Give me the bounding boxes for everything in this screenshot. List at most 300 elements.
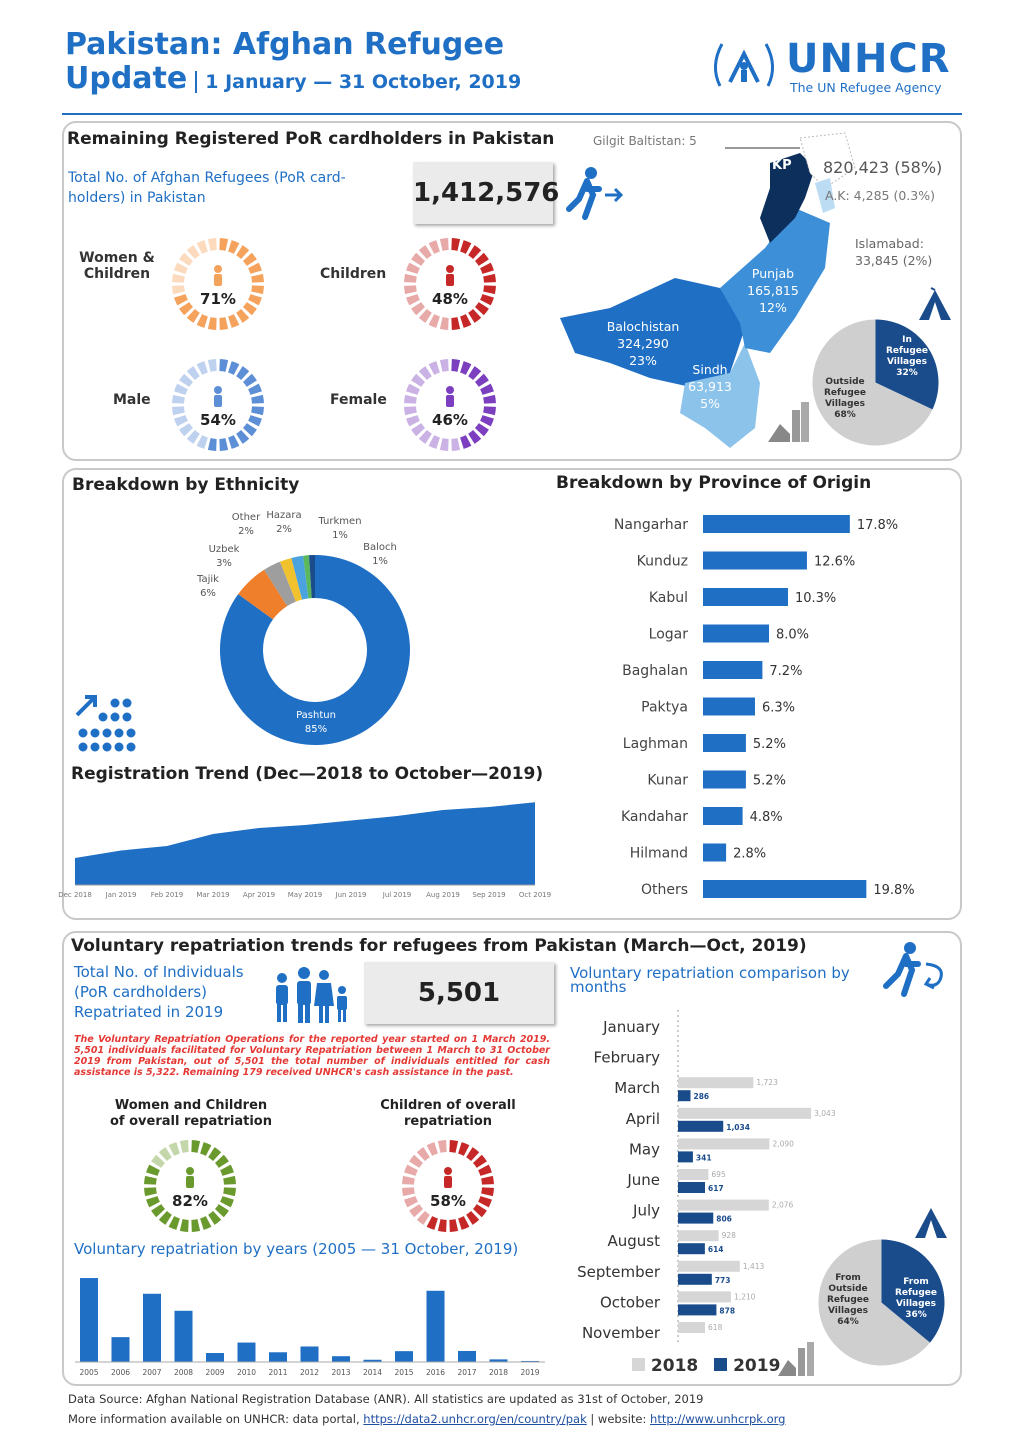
donut-segment <box>179 374 193 387</box>
origin-label-kunduz: Kunduz <box>636 553 688 570</box>
donut-value-female: 46% <box>432 411 468 429</box>
donut-rep1-segment <box>169 1216 180 1230</box>
origin-label-paktya: Paktya <box>641 699 688 716</box>
ethnicity-value-other: 2% <box>238 526 254 537</box>
year-bar-2013 <box>332 1356 350 1362</box>
year-bar-2010 <box>238 1343 256 1362</box>
year-label: 2012 <box>299 1368 320 1377</box>
donut-segment <box>440 359 449 372</box>
month-label-july: July <box>633 1201 660 1220</box>
trend-area <box>75 802 535 885</box>
month-label-april: April <box>625 1109 660 1128</box>
year-label: 2014 <box>362 1368 383 1377</box>
year-label: 2019 <box>520 1368 540 1377</box>
donut-segment <box>208 317 217 330</box>
year-label: 2005 <box>79 1368 99 1377</box>
donut-segment <box>440 238 449 251</box>
origin-value-kandahar: 4.8% <box>749 810 783 825</box>
ethnicity-label-tajik: Tajik <box>197 574 219 585</box>
bar-2019-september <box>678 1274 712 1285</box>
year-label: 2009 <box>205 1368 225 1377</box>
unhcr-logo <box>708 36 963 98</box>
donut-male <box>170 357 266 453</box>
donut-segment <box>451 317 460 330</box>
year-bar-2017 <box>458 1351 476 1362</box>
ethnicity-label-baloch: Baloch <box>363 542 397 553</box>
donut-rep1-segment <box>146 1165 160 1176</box>
origin-bar-laghman <box>703 734 746 752</box>
donut-rep1-segment <box>208 1211 221 1225</box>
bar-2018-june <box>678 1169 708 1180</box>
origin-label-hilmand: Hilmand <box>629 845 688 862</box>
origin-value-paktya: 6.3% <box>761 700 796 716</box>
legend-swatch-2019 <box>714 1358 727 1371</box>
origin-value-baghalan: 7.2% <box>769 664 803 679</box>
origin-bar-nangarhar <box>703 515 850 533</box>
origin-value-others: 19.8% <box>873 883 915 898</box>
donut-segment <box>475 374 489 387</box>
repatriation-heading: Voluntary repatriation trends for refugees from Pakistan (March—Oct, 2019) <box>71 936 807 956</box>
origin-bar-hilmand <box>703 844 726 862</box>
donut-rep2-segment <box>438 1140 447 1153</box>
ethnicity-label-turkmen: Turkmen <box>318 516 362 527</box>
bar-2018-july <box>678 1200 769 1211</box>
report-period: 1 January — 31 October, 2019 <box>195 71 521 93</box>
origin-value-kunar: 5.2% <box>752 773 786 789</box>
year-bar-2015 <box>395 1351 413 1362</box>
map-punjab-label: Punjab 165,815 12% <box>747 266 799 315</box>
donut-rep1-segment <box>191 1219 200 1232</box>
trend-tick-label: Aug 2019 <box>426 891 460 899</box>
origin-bar-others <box>703 880 866 898</box>
header-divider <box>62 113 962 115</box>
value-2019-march: 286 <box>693 1092 710 1102</box>
donut-segment <box>429 435 440 449</box>
pie-outside-villages-label: Outside Refugee Villages 68% <box>823 377 866 420</box>
donut-label-male: Male <box>113 392 151 408</box>
page-title: Pakistan: Afghan Refugee Update 1 January — 31 October, 2019 <box>65 27 522 96</box>
donut-rep2-segment <box>458 1142 469 1156</box>
donut2-label: Children of overall repatriation <box>380 1098 516 1129</box>
value-2018-november: 618 <box>708 1323 723 1332</box>
donut-label-children: Children <box>320 266 387 282</box>
bar-2019-april <box>678 1121 723 1132</box>
website-link[interactable]: http://www.unhcrpk.org <box>650 1412 786 1426</box>
donut-segment <box>197 435 208 449</box>
logo-tagline: The UN Refugee Agency <box>790 80 942 95</box>
donut-segment <box>208 238 217 251</box>
donut-repatriation-women-children <box>142 1138 238 1234</box>
donut-segment <box>419 309 432 323</box>
donut-segment <box>483 274 496 283</box>
bar-2018-march <box>678 1077 753 1088</box>
donut-rep1-segment <box>159 1147 172 1161</box>
value-2018-september: 1,413 <box>742 1261 765 1271</box>
year-label: 2007 <box>142 1368 162 1377</box>
value-2018-may: 2,090 <box>772 1139 794 1149</box>
donut-rep2-segment <box>449 1219 458 1232</box>
donut-rep1-segment <box>151 1155 165 1168</box>
donut-segment <box>460 361 471 375</box>
donut-segment <box>248 263 262 274</box>
value-2019-june: 617 <box>707 1184 724 1193</box>
donut-segment <box>208 359 217 372</box>
donut-segment <box>236 245 249 259</box>
legend-label-2019: 2019 <box>733 1356 781 1376</box>
ethnicity-value-pashtun: 85% <box>304 724 328 735</box>
donut-segment <box>468 309 481 323</box>
origin-bar-kabul <box>703 588 788 606</box>
value-2019-april: 1,034 <box>726 1122 750 1132</box>
origin-heading: Breakdown by Province of Origin <box>556 473 872 493</box>
donut-value-women-children: 71% <box>200 290 236 308</box>
year-bar-2012 <box>301 1346 319 1362</box>
pie-in-villages-label: In Refugee Villages 32% <box>885 335 928 378</box>
value-2019-october: 878 <box>719 1306 736 1316</box>
year-label: 2017 <box>457 1368 477 1377</box>
logo-name: UNHCR <box>786 36 951 82</box>
donut-rep1-segment <box>180 1140 189 1153</box>
donut-label-female: Female <box>330 392 387 408</box>
donut-rep1-segment <box>159 1211 172 1225</box>
bar-2018-august <box>678 1230 719 1241</box>
year-label: 2010 <box>236 1368 257 1377</box>
trend-tick-label: Oct 2019 <box>518 891 552 899</box>
origin-value-hilmand: 2.8% <box>733 846 767 862</box>
origin-label-logar: Logar <box>648 626 688 643</box>
year-bar-2016 <box>427 1291 445 1362</box>
month-label-june: June <box>627 1171 660 1189</box>
trend-tick-label: Dec 2018 <box>58 891 92 899</box>
origin-value-nangarhar: 17.8% <box>856 518 899 533</box>
month-label-february: February <box>593 1048 660 1067</box>
donut-segment <box>480 384 494 395</box>
trend-tick-label: Jan 2019 <box>105 891 137 899</box>
donut-rep1-segment <box>191 1140 200 1153</box>
total-refugees-value: 1,412,576 <box>413 162 553 224</box>
month-label-august: August <box>607 1232 660 1251</box>
trend-tick-label: Jul 2019 <box>382 891 412 899</box>
donut-segment <box>228 240 239 254</box>
donut-segment <box>460 240 471 254</box>
donut-segment <box>187 430 200 444</box>
origin-bar-kunduz <box>703 552 807 570</box>
registration-trend-chart <box>58 790 552 910</box>
donut-segment <box>451 438 460 451</box>
donut-segment <box>404 395 417 404</box>
person-icon <box>444 1167 452 1188</box>
origin-label-nangarhar: Nangarhar <box>613 517 688 533</box>
origin-bar-baghalan <box>703 661 762 679</box>
donut-segment <box>236 309 249 323</box>
years-heading: Voluntary repatriation by years (2005 — 31 October, 2019) <box>74 1240 519 1258</box>
donut-segment <box>228 361 239 375</box>
map-sindh-label: Sindh 63,913 5% <box>688 362 732 411</box>
donut-segment <box>411 253 425 266</box>
map-kp-value: 820,423 (58%) <box>823 158 943 177</box>
bar-2019-october <box>678 1304 716 1315</box>
ethnicity-value-hazara: 2% <box>276 524 292 535</box>
donut-repatriation-children <box>400 1138 496 1234</box>
donut-segment <box>179 253 193 266</box>
donut-rep2-segment <box>402 1176 415 1185</box>
person-icon <box>446 386 454 407</box>
origin-bar-kunar <box>703 771 746 789</box>
registered-heading: Remaining Registered PoR cardholders in Pakistan <box>67 129 555 149</box>
legend <box>632 1356 780 1376</box>
trend-tick-label: Jun 2019 <box>335 891 367 899</box>
repatriated-total-label: Total No. of Individuals (PoR cardholders) Repatriated in 2019 <box>74 963 244 1021</box>
donut-rep1-segment <box>220 1165 234 1176</box>
ethnicity-label-uzbek: Uzbek <box>208 544 240 555</box>
footer-source: Data Source: Afghan National Registration Database (ANR). All statistics are updated as 31st of October, 2019 <box>68 1392 704 1406</box>
donut-segment <box>219 317 228 330</box>
donut-rep1-segment <box>208 1147 221 1161</box>
year-label: 2016 <box>425 1368 446 1377</box>
donut-segment <box>228 435 239 449</box>
donut-segment <box>460 314 471 328</box>
map-islamabad-value: Islamabad: 33,845 (2%) <box>855 236 933 268</box>
donut-rep2-segment <box>473 1155 487 1168</box>
person-icon <box>186 1167 194 1188</box>
donut-segment <box>475 253 489 266</box>
year-label: 2006 <box>110 1368 131 1377</box>
donut-rep2-segment <box>438 1219 447 1232</box>
year-bar-2008 <box>175 1311 193 1362</box>
donut-segment <box>429 361 440 375</box>
origin-value-laghman: 5.2% <box>752 737 786 752</box>
footer-more-info: More information available on UNHCR: data portal, https://data2.unhcr.org/en/country/pak | website: http://www.unhcrpk.org <box>68 1412 786 1426</box>
donut-rep2-segment <box>417 1211 430 1225</box>
origin-label-kandahar: Kandahar <box>620 809 688 825</box>
donut-segment <box>468 366 481 380</box>
month-label-october: October <box>599 1293 660 1312</box>
data-portal-link[interactable]: https://data2.unhcr.org/en/country/pak <box>363 1412 587 1426</box>
trend-tick-label: Feb 2019 <box>150 891 184 899</box>
bar-2019-march <box>678 1090 691 1101</box>
origin-value-kunduz: 12.6% <box>813 554 856 570</box>
repatriated-total-value: 5,501 <box>364 962 554 1024</box>
donut-segment <box>468 430 481 444</box>
origin-bar-paktya <box>703 698 755 716</box>
return-running-icon <box>880 940 952 1004</box>
donut-rep2-segment <box>466 1211 479 1225</box>
donut-segment <box>406 263 420 274</box>
donut-rep1-segment <box>215 1155 229 1168</box>
donut-segment <box>248 384 262 395</box>
person-icon <box>214 386 222 407</box>
origin-label-baghalan: Baghalan <box>622 663 688 679</box>
donut-rep2-segment <box>449 1140 458 1153</box>
donut-segment <box>236 430 249 444</box>
year-bar-2007 <box>143 1294 161 1362</box>
value-2018-june: 695 <box>711 1170 726 1179</box>
donut-segment <box>480 263 494 274</box>
bar-2018-september <box>678 1261 740 1272</box>
year-label: 2013 <box>331 1368 351 1377</box>
donut-rep2-segment <box>466 1147 479 1161</box>
person-icon <box>214 265 222 286</box>
value-2018-august: 928 <box>721 1231 736 1241</box>
donut-value-male: 54% <box>200 411 236 429</box>
map-balochistan-label: Balochistan 324,290 23% <box>606 319 680 368</box>
donut-female <box>402 357 498 453</box>
donut-segment <box>429 240 440 254</box>
donut-rep2-segment <box>427 1216 438 1230</box>
ethnicity-heading: Breakdown by Ethnicity <box>72 475 300 495</box>
donut-segment <box>208 438 217 451</box>
bar-2019-may <box>678 1151 693 1162</box>
year-bar-2006 <box>112 1337 130 1362</box>
trend-tick-label: Apr 2019 <box>242 891 276 899</box>
donut-segment <box>451 238 460 251</box>
bar-2018-october <box>678 1291 731 1302</box>
value-2018-march: 1,723 <box>756 1078 778 1088</box>
donut-rep2-segment <box>458 1216 469 1230</box>
province-origin-chart <box>600 505 950 910</box>
year-bar-2011 <box>269 1352 287 1362</box>
donut-rep1-segment <box>200 1142 211 1156</box>
month-label-march: March <box>614 1079 660 1098</box>
city-building-icon <box>768 400 812 446</box>
donut-segment <box>251 395 264 404</box>
map-kp-abbr: KP <box>772 158 792 173</box>
bar-2019-june <box>678 1182 705 1193</box>
donut-segment <box>411 374 425 387</box>
donut-rep2-segment <box>481 1176 494 1185</box>
ethnicity-value-tajik: 6% <box>200 588 216 599</box>
donut-rep1-segment <box>144 1176 157 1185</box>
donut-segment <box>219 438 228 451</box>
donut-rep1-segment <box>200 1216 211 1230</box>
map-ajk-value: A.K: 4,285 (0.3%) <box>825 188 935 203</box>
year-bar-2009 <box>206 1353 224 1362</box>
bar-2018-november <box>678 1322 705 1333</box>
total-refugees-label: Total No. of Afghan Refugees (PoR card-holders) in Pakistan <box>68 170 346 206</box>
donut1-label: Women and Children of overall repatriation <box>110 1098 272 1129</box>
donut-segment <box>429 314 440 328</box>
pie-from-refugee-villages-label: From Refugee Villages 36% <box>894 1277 937 1320</box>
donut-segment <box>419 245 432 259</box>
month-label-may: May <box>628 1140 660 1159</box>
year-label: 2015 <box>394 1368 414 1377</box>
bar-2019-july <box>678 1213 713 1224</box>
donut-segment <box>197 240 208 254</box>
donut-label-women-children: Women & Children <box>79 250 155 282</box>
donut-rep2-segment <box>478 1165 492 1176</box>
donut1-value: 82% <box>172 1192 208 1210</box>
trend-heading: Registration Trend (Dec—2018 to October—2019) <box>71 764 544 784</box>
value-2019-september: 773 <box>714 1275 731 1285</box>
donut-segment <box>187 366 200 380</box>
origin-value-kabul: 10.3% <box>794 591 837 606</box>
year-label: 2011 <box>268 1368 288 1377</box>
ethnicity-value-uzbek: 3% <box>216 558 232 569</box>
donut-segment <box>419 430 432 444</box>
value-2018-october: 1,210 <box>733 1292 756 1302</box>
donut-children <box>402 236 498 332</box>
bar-2018-april <box>678 1108 811 1119</box>
comparison-heading: Voluntary repatriation comparison by months <box>570 964 850 996</box>
donut-rep1-segment <box>169 1142 180 1156</box>
legend-swatch-2018 <box>632 1358 645 1371</box>
trend-tick-label: May 2019 <box>287 891 323 899</box>
donut-segment <box>187 245 200 259</box>
pie-from-outside-villages-label: From Outside Refugee Villages 64% <box>826 1273 869 1327</box>
origin-label-laghman: Laghman <box>622 736 688 752</box>
donut-rep2-segment <box>417 1147 430 1161</box>
origin-label-kabul: Kabul <box>648 590 688 606</box>
people-grid-icon <box>75 693 137 759</box>
donut-rep2-segment <box>404 1165 418 1176</box>
donut-segment <box>243 253 257 266</box>
donut-segment <box>197 314 208 328</box>
donut-value-children: 48% <box>432 290 468 308</box>
donut-segment <box>460 435 471 449</box>
donut-segment <box>404 274 417 283</box>
donut-segment <box>172 395 185 404</box>
value-2018-april: 3,043 <box>814 1108 836 1118</box>
month-label-january: January <box>603 1018 660 1036</box>
origin-bar-logar <box>703 625 769 643</box>
donut-segment <box>197 361 208 375</box>
person-icon <box>446 265 454 286</box>
origin-label-kunar: Kunar <box>647 772 688 789</box>
donut-segment <box>174 384 188 395</box>
donut-rep1-segment <box>223 1176 236 1185</box>
pakistan-map <box>555 128 960 458</box>
donut-segment <box>219 359 228 372</box>
ethnicity-chart <box>190 500 450 760</box>
ethnicity-value-baloch: 1% <box>372 556 388 567</box>
donut-segment <box>406 384 420 395</box>
origin-value-logar: 8.0% <box>776 627 810 643</box>
donut-rep1-segment <box>180 1219 189 1232</box>
month-label-september: September <box>577 1262 660 1281</box>
donut-segment <box>228 314 239 328</box>
family-icon <box>270 966 352 1028</box>
year-label: 2018 <box>488 1368 509 1377</box>
donut-segment <box>236 366 249 380</box>
donut-segment <box>187 309 200 323</box>
bar-2019-august <box>678 1243 705 1254</box>
donut-segment <box>419 366 432 380</box>
ethnicity-value-turkmen: 1% <box>332 530 348 541</box>
legend-label-2018: 2018 <box>650 1356 699 1376</box>
bar-2018-may <box>678 1138 769 1149</box>
donut-segment <box>174 263 188 274</box>
donut-women-children <box>170 236 266 332</box>
donut-segment <box>440 317 449 330</box>
value-2018-july: 2,076 <box>771 1200 794 1210</box>
origin-bar-kandahar <box>703 807 743 825</box>
ethnicity-label-hazara: Hazara <box>266 510 302 521</box>
donut-segment <box>172 274 185 283</box>
donut-segment <box>483 395 496 404</box>
value-2019-july: 806 <box>716 1214 732 1224</box>
donut-rep2-segment <box>427 1142 438 1156</box>
origin-label-others: Others <box>640 882 688 898</box>
year-label: 2008 <box>173 1368 194 1377</box>
trend-tick-label: Mar 2019 <box>196 891 230 899</box>
repatriation-villages-pie <box>814 1235 949 1370</box>
donut-segment <box>451 359 460 372</box>
ethnicity-label-other: Other <box>231 512 261 523</box>
ethnicity-label-pashtun: Pashtun <box>296 710 336 721</box>
map-gilgit-label: Gilgit Baltistan: 5 <box>593 134 697 148</box>
value-2019-august: 614 <box>707 1245 724 1255</box>
trend-tick-label: Sep 2019 <box>472 891 506 899</box>
